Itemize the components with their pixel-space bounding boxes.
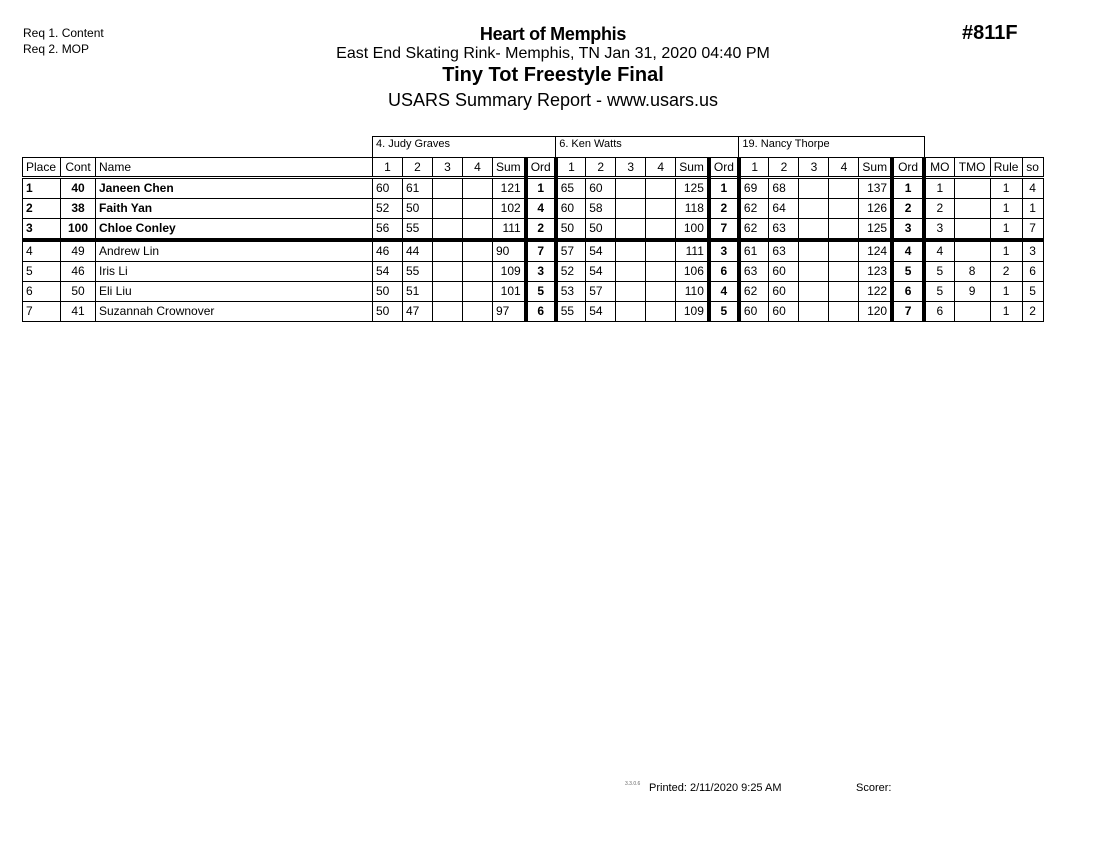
requirement-2: Req 2. MOP <box>23 42 90 56</box>
score-3 <box>799 262 829 282</box>
rule: 1 <box>990 240 1022 262</box>
col-score-4: 4 <box>463 158 493 178</box>
score-4 <box>829 199 859 219</box>
ordinal: 2 <box>709 199 739 219</box>
results-table <box>22 136 1044 322</box>
score-4 <box>646 282 676 302</box>
col-score-4: 4 <box>829 158 859 178</box>
score-3 <box>433 240 463 262</box>
score-3 <box>799 282 829 302</box>
score-1: 54 <box>373 262 403 282</box>
ordinal: 4 <box>892 240 924 262</box>
ordinal: 6 <box>892 282 924 302</box>
requirement-1: Req 1. Content <box>23 26 104 40</box>
contestant-number: 46 <box>61 262 96 282</box>
score-sum: 102 <box>493 199 526 219</box>
ordinal: 7 <box>892 302 924 322</box>
total-majority-ordinal <box>954 219 990 241</box>
score-3 <box>799 199 829 219</box>
score-4 <box>463 302 493 322</box>
col-score-1: 1 <box>739 158 769 178</box>
rule: 1 <box>990 302 1022 322</box>
score-3 <box>799 178 829 199</box>
score-1: 57 <box>556 240 586 262</box>
majority-ordinal: 3 <box>924 219 954 241</box>
col-score-2: 2 <box>586 158 616 178</box>
score-2: 55 <box>403 219 433 241</box>
score-sum: 137 <box>859 178 892 199</box>
score-sum: 121 <box>493 178 526 199</box>
ordinal: 4 <box>709 282 739 302</box>
col-score-4: 4 <box>646 158 676 178</box>
ordinal: 2 <box>892 199 924 219</box>
place: 6 <box>23 282 61 302</box>
score-2: 68 <box>769 178 799 199</box>
score-1: 50 <box>373 282 403 302</box>
report-title: USARS Summary Report - www.usars.us <box>387 90 719 110</box>
col-tmo: TMO <box>954 158 990 178</box>
score-3 <box>433 282 463 302</box>
score-sum: 125 <box>676 178 709 199</box>
score-1: 63 <box>739 262 769 282</box>
score-1: 65 <box>556 178 586 199</box>
score-2: 50 <box>586 219 616 241</box>
score-3 <box>616 282 646 302</box>
score-3 <box>433 219 463 241</box>
score-4 <box>646 302 676 322</box>
score-1: 60 <box>373 178 403 199</box>
ordinal: 4 <box>526 199 556 219</box>
score-4 <box>646 262 676 282</box>
score-3 <box>433 178 463 199</box>
score-3 <box>433 302 463 322</box>
col-mo: MO <box>924 158 954 178</box>
majority-ordinal: 6 <box>924 302 954 322</box>
col-ord: Ord <box>526 158 556 178</box>
score-sum: 101 <box>493 282 526 302</box>
score-2: 64 <box>769 199 799 219</box>
score-4 <box>829 219 859 241</box>
score-1: 60 <box>556 199 586 219</box>
majority-ordinal: 5 <box>924 282 954 302</box>
majority-ordinal: 1 <box>924 178 954 199</box>
score-4 <box>463 178 493 199</box>
software-version: 3.3.0.6 <box>625 781 641 787</box>
score-4 <box>829 302 859 322</box>
skater-name: Suzannah Crownover <box>96 302 373 322</box>
col-place: Place <box>23 158 61 178</box>
judge-1-name: 4. Judy Graves <box>373 137 556 158</box>
score-sum: 111 <box>493 219 526 241</box>
sort-order: 7 <box>1022 219 1043 241</box>
score-2: 44 <box>403 240 433 262</box>
sort-order: 6 <box>1022 262 1043 282</box>
score-sum: 106 <box>676 262 709 282</box>
score-3 <box>616 178 646 199</box>
event-title: Tiny Tot Freestyle Final <box>442 64 664 86</box>
place: 2 <box>23 199 61 219</box>
score-1: 50 <box>373 302 403 322</box>
score-2: 60 <box>586 178 616 199</box>
score-3 <box>616 219 646 241</box>
score-2: 60 <box>769 262 799 282</box>
ordinal: 5 <box>709 302 739 322</box>
score-sum: 123 <box>859 262 892 282</box>
sort-order: 2 <box>1022 302 1043 322</box>
score-1: 52 <box>373 199 403 219</box>
ordinal: 6 <box>526 302 556 322</box>
score-3 <box>799 240 829 262</box>
ordinal: 3 <box>709 240 739 262</box>
skater-name: Janeen Chen <box>96 178 373 199</box>
rule: 1 <box>990 282 1022 302</box>
contestant-number: 38 <box>61 199 96 219</box>
score-sum: 118 <box>676 199 709 219</box>
score-4 <box>829 178 859 199</box>
judge-2-name: 6. Ken Watts <box>556 137 739 158</box>
total-majority-ordinal <box>954 240 990 262</box>
score-sum: 125 <box>859 219 892 241</box>
ordinal: 1 <box>526 178 556 199</box>
place: 3 <box>23 219 61 241</box>
score-3 <box>616 199 646 219</box>
col-name: Name <box>96 158 373 178</box>
place: 7 <box>23 302 61 322</box>
score-4 <box>463 219 493 241</box>
score-3 <box>616 262 646 282</box>
score-4 <box>829 240 859 262</box>
col-so: so <box>1022 158 1043 178</box>
score-2: 54 <box>586 262 616 282</box>
score-1: 69 <box>739 178 769 199</box>
score-1: 62 <box>739 199 769 219</box>
sort-order: 3 <box>1022 240 1043 262</box>
score-sum: 109 <box>676 302 709 322</box>
score-sum: 111 <box>676 240 709 262</box>
score-1: 62 <box>739 282 769 302</box>
contestant-number: 50 <box>61 282 96 302</box>
total-majority-ordinal <box>954 199 990 219</box>
score-1: 46 <box>373 240 403 262</box>
column-header-row <box>23 158 1044 178</box>
ordinal: 3 <box>892 219 924 241</box>
ordinal: 5 <box>892 262 924 282</box>
col-ord: Ord <box>709 158 739 178</box>
scorer-label: Scorer: <box>856 782 892 794</box>
skater-name: Faith Yan <box>96 199 373 219</box>
ordinal: 7 <box>526 240 556 262</box>
result-row <box>23 262 1044 282</box>
sort-order: 1 <box>1022 199 1043 219</box>
score-2: 58 <box>586 199 616 219</box>
ordinal: 2 <box>526 219 556 241</box>
total-majority-ordinal: 9 <box>954 282 990 302</box>
col-score-3: 3 <box>616 158 646 178</box>
contestant-number: 49 <box>61 240 96 262</box>
score-1: 61 <box>739 240 769 262</box>
contestant-number: 100 <box>61 219 96 241</box>
judge-header-row <box>23 137 1044 158</box>
score-1: 56 <box>373 219 403 241</box>
ordinal: 3 <box>526 262 556 282</box>
result-row <box>23 199 1044 219</box>
total-majority-ordinal <box>954 302 990 322</box>
judge-3-name: 19. Nancy Thorpe <box>739 137 924 158</box>
contestant-number: 40 <box>61 178 96 199</box>
score-2: 60 <box>769 282 799 302</box>
place: 5 <box>23 262 61 282</box>
col-score-1: 1 <box>373 158 403 178</box>
ordinal: 6 <box>709 262 739 282</box>
score-3 <box>799 219 829 241</box>
rule: 1 <box>990 178 1022 199</box>
total-majority-ordinal: 8 <box>954 262 990 282</box>
score-1: 55 <box>556 302 586 322</box>
score-4 <box>463 199 493 219</box>
score-4 <box>463 262 493 282</box>
venue-date: East End Skating Rink- Memphis, TN Jan 31, 2020 04:40 PM <box>336 45 770 62</box>
score-2: 54 <box>586 302 616 322</box>
score-sum: 100 <box>676 219 709 241</box>
col-sum: Sum <box>859 158 892 178</box>
rule: 1 <box>990 199 1022 219</box>
score-3 <box>616 240 646 262</box>
competition-title: Heart of Memphis <box>479 24 627 44</box>
contestant-number: 41 <box>61 302 96 322</box>
place: 4 <box>23 240 61 262</box>
col-cont: Cont <box>61 158 96 178</box>
col-sum: Sum <box>493 158 526 178</box>
event-code: #811F <box>962 22 1018 44</box>
ordinal: 7 <box>709 219 739 241</box>
sort-order: 4 <box>1022 178 1043 199</box>
score-2: 60 <box>769 302 799 322</box>
skater-name: Andrew Lin <box>96 240 373 262</box>
score-4 <box>646 178 676 199</box>
result-row <box>23 219 1044 241</box>
score-2: 50 <box>403 199 433 219</box>
score-4 <box>463 240 493 262</box>
score-2: 54 <box>586 240 616 262</box>
skater-name: Iris Li <box>96 262 373 282</box>
score-sum: 90 <box>493 240 526 262</box>
score-4 <box>463 282 493 302</box>
score-sum: 110 <box>676 282 709 302</box>
score-2: 51 <box>403 282 433 302</box>
score-4 <box>829 262 859 282</box>
rule: 2 <box>990 262 1022 282</box>
skater-name: Chloe Conley <box>96 219 373 241</box>
score-3 <box>616 302 646 322</box>
score-4 <box>646 219 676 241</box>
result-row <box>23 178 1044 199</box>
score-1: 62 <box>739 219 769 241</box>
result-row <box>23 240 1044 262</box>
score-sum: 124 <box>859 240 892 262</box>
col-score-2: 2 <box>769 158 799 178</box>
col-score-1: 1 <box>556 158 586 178</box>
score-2: 63 <box>769 219 799 241</box>
score-2: 57 <box>586 282 616 302</box>
total-majority-ordinal <box>954 178 990 199</box>
score-sum: 122 <box>859 282 892 302</box>
ordinal: 1 <box>892 178 924 199</box>
col-sum: Sum <box>676 158 709 178</box>
score-sum: 109 <box>493 262 526 282</box>
majority-ordinal: 2 <box>924 199 954 219</box>
score-sum: 97 <box>493 302 526 322</box>
score-1: 50 <box>556 219 586 241</box>
score-2: 61 <box>403 178 433 199</box>
ordinal: 1 <box>709 178 739 199</box>
score-sum: 120 <box>859 302 892 322</box>
score-4 <box>829 282 859 302</box>
score-4 <box>646 240 676 262</box>
score-sum: 126 <box>859 199 892 219</box>
score-2: 63 <box>769 240 799 262</box>
ordinal: 5 <box>526 282 556 302</box>
place: 1 <box>23 178 61 199</box>
col-rule: Rule <box>990 158 1022 178</box>
score-4 <box>646 199 676 219</box>
score-1: 53 <box>556 282 586 302</box>
skater-name: Eli Liu <box>96 282 373 302</box>
score-1: 52 <box>556 262 586 282</box>
col-ord: Ord <box>892 158 924 178</box>
col-score-3: 3 <box>799 158 829 178</box>
score-2: 47 <box>403 302 433 322</box>
score-3 <box>433 199 463 219</box>
rule: 1 <box>990 219 1022 241</box>
majority-ordinal: 5 <box>924 262 954 282</box>
result-row <box>23 302 1044 322</box>
col-score-2: 2 <box>403 158 433 178</box>
col-score-3: 3 <box>433 158 463 178</box>
sort-order: 5 <box>1022 282 1043 302</box>
result-row <box>23 282 1044 302</box>
score-1: 60 <box>739 302 769 322</box>
score-2: 55 <box>403 262 433 282</box>
score-3 <box>433 262 463 282</box>
printed-timestamp: Printed: 2/11/2020 9:25 AM <box>649 782 782 794</box>
score-3 <box>799 302 829 322</box>
majority-ordinal: 4 <box>924 240 954 262</box>
